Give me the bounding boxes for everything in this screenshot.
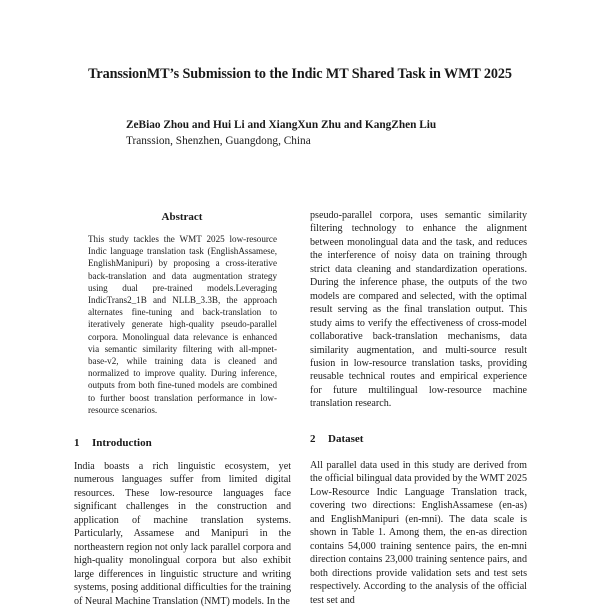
- dataset-paragraph: All parallel data used in this study are derived from the official bilingual data provided by the WMT 2025 Low-Resource Indic Language Translation track, covering two directions: EnglishAssamese (en-as) and EnglishManipuri (en-mni). The data scale is shown in Table 1. Among them, the en-as direction contains 54,000 training sentence pairs, the en-mni direction contains 23,000 training sentence pairs, and both directions provide validation sets and test sets respectively. According to the analysis of the official test set and: [310, 460, 527, 606]
- affiliation: Transsion, Shenzhen, Guangdong, China: [126, 135, 311, 147]
- section-title: Dataset: [328, 433, 364, 445]
- right-column-paragraph: pseudo-parallel corpora, uses semantic similarity filtering technology to enhance the alignment between monolingual data and the task, and reduces the interference of noisy data on training through strict data cleaning and standardization operations. During the inference phase, the outputs of the two models are compared and selected, with the optimal result serving as the final translation output. This study aims to verify the effectiveness of cross-model collaborative back-translation mechanisms, data similarity augmentation, and multi-source result fusion in low-resource translation tasks, providing reusable technical routes and empirical experience for future multilingual low-resource machine translation research.: [310, 210, 527, 410]
- section-number: 1: [74, 437, 80, 449]
- paper-title: TranssionMT’s Submission to the Indic MT Shared Task in WMT 2025: [88, 66, 512, 82]
- section-number: 2: [310, 433, 316, 445]
- section-title: Introduction: [92, 437, 152, 449]
- author-list: ZeBiao Zhou and Hui Li and XiangXun Zhu and KangZhen Liu: [126, 119, 437, 131]
- introduction-paragraph: India boasts a rich linguistic ecosystem, yet numerous languages suffer from limited digital resources. These low-resource languages face significant challenges in the construction and application of machine translation systems. Particularly, Assamese and Manipuri in the northeastern region not only lack parallel corpora and high-quality monolingual corpora but also exhibit large differences in linguistic structure and writing systems, posing additional difficulties for the training of Neural Machine Translation (NMT) models. In the: [74, 461, 291, 607]
- section-heading-dataset: [310, 433, 363, 445]
- abstract-heading: Abstract: [161, 211, 203, 223]
- abstract-text: This study tackles the WMT 2025 low-resource Indic language translation task (EnglishAssamese, EnglishManipuri) by proposing a cross-iterative back-translation and data augmentation strategy using dual pre-trained models.Leveraging IndicTrans2_1B and NLLB_3.3B, the approach alternates fine-tuning and back-translation to iteratively generate high-quality pseudo-parallel corpora. Monolingual data relevance is enhanced via semantic similarity filtering with all-mpnet-base-v2, while training data is cleaned and normalized to improve quality. During inference, outputs from both fine-tuned models are combined to further boost translation performance in low-resource scenarios.: [88, 234, 277, 415]
- section-heading-introduction: [74, 437, 152, 449]
